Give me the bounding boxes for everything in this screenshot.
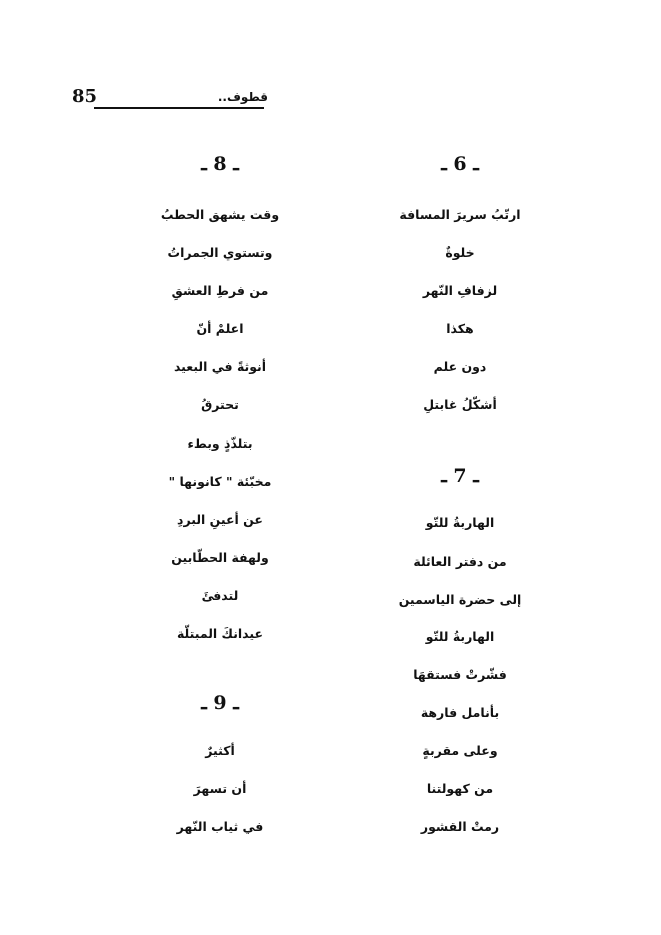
section-8-heading: ـ 8 ـ [201, 153, 239, 175]
section-7-line: بأنامل فارهة [420, 705, 500, 720]
section-6-line: ارتّبُ سريرَ المسافة [399, 207, 521, 222]
section-6-line: دون علم [433, 359, 487, 374]
section-7-line: الهاربةُ للتّو [425, 515, 495, 530]
section-7-line: فشّرتْ فستقهَا [413, 667, 507, 682]
section-8-line: تحترقُ [201, 397, 239, 412]
section-6-line: هكذا [446, 321, 474, 336]
page-number: 85 [72, 86, 98, 107]
section-8-line: أنوثةً في البعيد [173, 359, 267, 374]
section-7-line: وعلى مقربةٍ [422, 743, 498, 758]
section-6-heading: ـ 6 ـ [441, 153, 479, 175]
section-8-line: ولهفة الحطّابين [171, 550, 269, 565]
section-7-line: إلى حضرة الياسمين [398, 592, 522, 607]
section-7-line: رمتْ القشور [420, 819, 500, 834]
section-8-line: عيدانكَ المبتلّة [176, 626, 264, 641]
section-9-line: في ثياب النّهر [176, 819, 264, 834]
section-7-line: من كهولتنا [426, 781, 494, 796]
section-8-line: وقت يشهق الحطبُ [160, 207, 280, 222]
section-6-line: لزفافِ النّهر [422, 283, 498, 298]
section-6-line: أشكّلُ غابتلِ [423, 397, 497, 412]
section-9-line: أن تسهرَ [193, 781, 247, 796]
section-8-line: وتستوي الجمراتُ [167, 245, 273, 260]
section-8-line: اعلمْ أنّ [196, 321, 244, 336]
section-9-heading: ـ 9 ـ [201, 692, 239, 714]
section-7-line: من دفتر العائلة [413, 554, 507, 569]
header-rule [94, 107, 264, 109]
section-8-line: بتلذّذٍ وبطء [187, 436, 253, 451]
section-8-line: من فرطِ العشقِ [171, 283, 269, 298]
section-7-heading: ـ 7 ـ [441, 465, 479, 487]
section-8-line: مخبّئة " كانونها " [168, 474, 272, 489]
running-title: قطوف.. [217, 90, 268, 104]
section-9-line: أكثيرٌ [205, 743, 235, 758]
section-7-line: الهاربةُ للتّو [425, 629, 495, 644]
section-6-line: خلوةٌ [445, 245, 475, 260]
section-8-line: عن أعينِ البردِ [177, 512, 263, 527]
section-8-line: لتدفئَ [201, 588, 239, 603]
